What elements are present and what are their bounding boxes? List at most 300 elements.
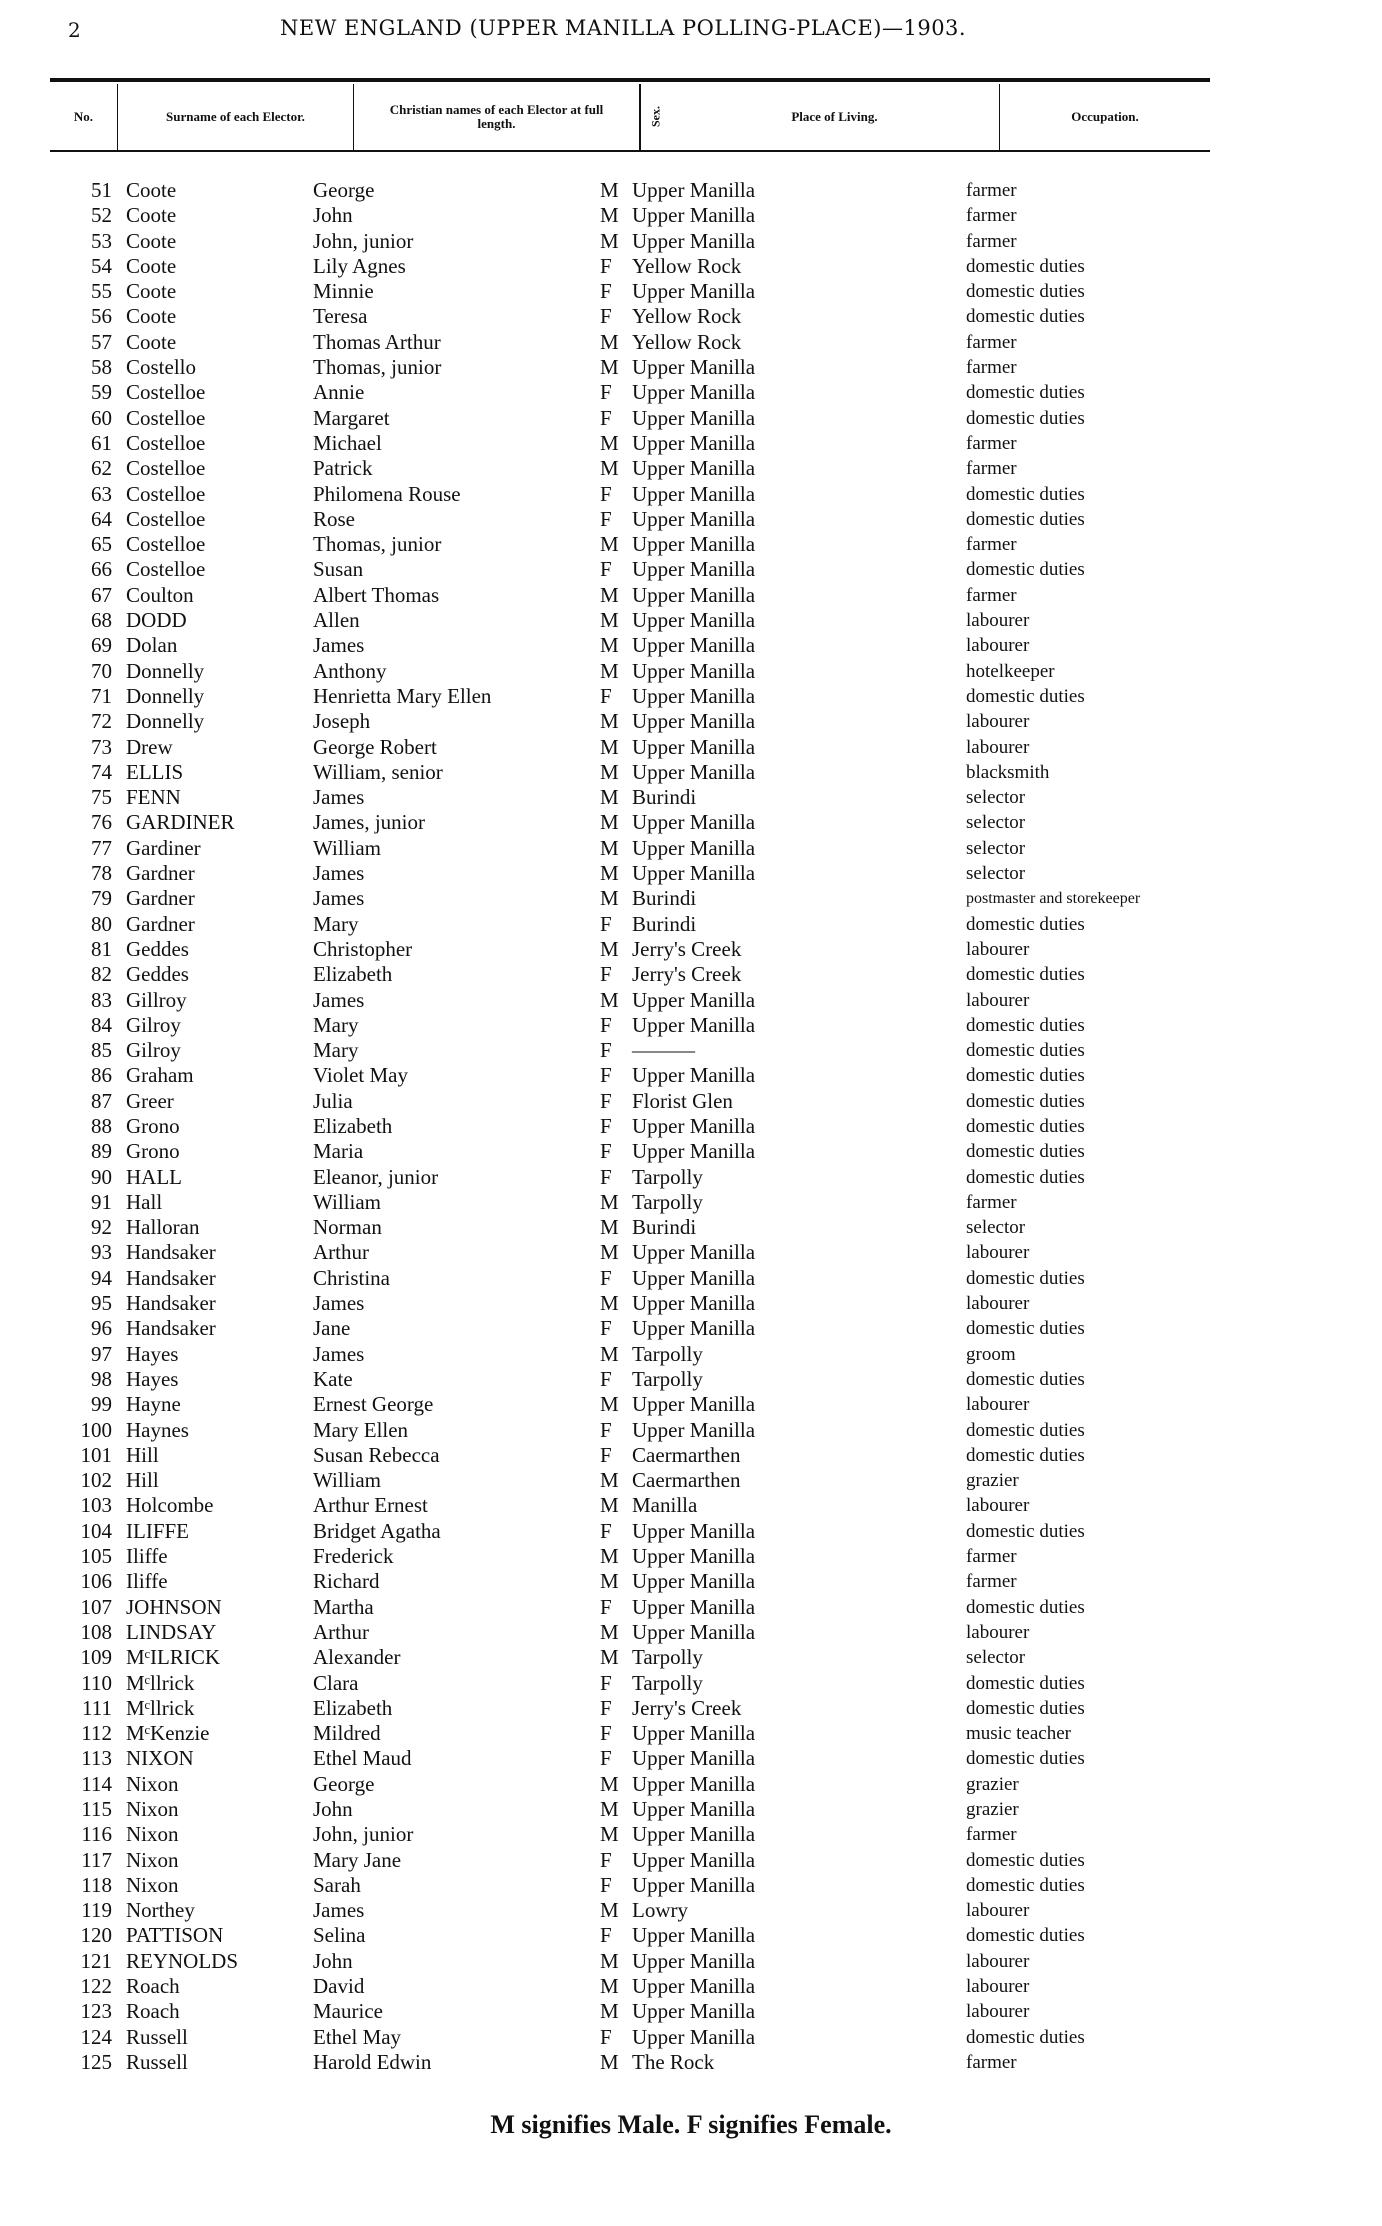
elector-sex: M <box>600 582 619 607</box>
elector-occupation: farmer <box>966 584 1017 606</box>
elector-number: 104 <box>80 1518 112 1543</box>
table-row <box>0 1721 1382 1746</box>
elector-place: Upper Manilla <box>632 1923 756 1948</box>
elector-occupation: domestic duties <box>966 1090 1085 1112</box>
elector-surname: Nixon <box>126 1771 179 1796</box>
elector-christian-names: Mary Jane <box>313 1847 402 1872</box>
elector-sex: F <box>600 1139 612 1164</box>
elector-surname: Coote <box>126 203 177 228</box>
elector-occupation: domestic duties <box>966 1596 1085 1618</box>
elector-christian-names: Arthur <box>313 1619 369 1644</box>
elector-christian-names: Sarah <box>313 1872 361 1897</box>
elector-sex: M <box>600 1291 619 1316</box>
elector-christian-names: Allen <box>313 608 360 633</box>
elector-place: Jerry's Creek <box>632 962 742 987</box>
elector-place: Upper Manilla <box>632 582 756 607</box>
elector-christian-names: Anthony <box>313 658 387 683</box>
elector-place: Upper Manilla <box>632 1240 756 1265</box>
elector-christian-names: William, senior <box>313 759 443 784</box>
elector-place: Upper Manilla <box>632 734 756 759</box>
elector-number: 122 <box>80 1974 112 1999</box>
elector-occupation: selector <box>966 863 1026 885</box>
elector-occupation: domestic duties <box>966 1141 1085 1163</box>
elector-surname: Handsaker <box>126 1291 216 1316</box>
elector-sex: M <box>600 810 619 835</box>
elector-sex: F <box>600 557 612 582</box>
elector-occupation: labourer <box>966 1950 1030 1972</box>
table-row <box>0 1089 1382 1114</box>
table-row <box>0 684 1382 709</box>
elector-christian-names: Richard <box>313 1569 380 1594</box>
table-row <box>0 735 1382 760</box>
elector-christian-names: Maurice <box>313 1999 383 2024</box>
elector-occupation: grazier <box>966 1470 1019 1492</box>
table-row <box>0 1114 1382 1139</box>
table-row <box>0 254 1382 279</box>
elector-sex: F <box>600 405 612 430</box>
elector-christian-names: John <box>313 1797 353 1821</box>
table-row <box>0 406 1382 431</box>
elector-surname: Geddes <box>126 936 189 961</box>
elector-sex: F <box>600 911 612 936</box>
elector-place: Upper Manilla <box>632 608 756 633</box>
table-row <box>0 1215 1382 1240</box>
elector-place: Upper Manilla <box>632 456 756 481</box>
elector-sex: M <box>600 785 619 810</box>
elector-christian-names: James <box>313 886 365 911</box>
elector-number: 112 <box>81 1721 112 1746</box>
elector-number: 91 <box>91 1189 112 1214</box>
elector-place: Upper Manilla <box>632 1265 756 1290</box>
elector-occupation: grazier <box>966 1773 1019 1795</box>
elector-sex: M <box>600 734 619 759</box>
elector-number: 102 <box>80 1468 112 1493</box>
elector-place: Upper Manilla <box>632 1291 756 1316</box>
elector-occupation: farmer <box>966 230 1017 252</box>
elector-number: 66 <box>91 557 112 582</box>
elector-number: 59 <box>91 380 112 405</box>
elector-number: 80 <box>91 911 112 936</box>
elector-surname: Graham <box>126 1063 194 1088</box>
elector-surname: Roach <box>126 1974 180 1999</box>
elector-christian-names: Patrick <box>313 456 373 481</box>
elector-sex: F <box>600 1012 612 1037</box>
elector-christian-names: Alexander <box>313 1645 401 1670</box>
elector-sex: F <box>600 1721 612 1746</box>
table-row <box>0 1696 1382 1721</box>
elector-place: Upper Manilla <box>632 633 756 658</box>
elector-place: ——— <box>632 1038 695 1063</box>
elector-sex: M <box>600 1392 619 1417</box>
column-header-occupation: Occupation. <box>1071 109 1139 124</box>
elector-place: Upper Manilla <box>632 178 756 202</box>
elector-surname: ILIFFE <box>126 1518 189 1543</box>
elector-place: Upper Manilla <box>632 1518 756 1543</box>
elector-number: 111 <box>82 1695 112 1720</box>
elector-surname: Donnelly <box>126 683 205 708</box>
elector-occupation: domestic duties <box>966 382 1085 404</box>
elector-occupation: selector <box>966 837 1026 859</box>
elector-christian-names: Violet May <box>313 1063 408 1088</box>
elector-sex: F <box>600 962 612 987</box>
elector-christian-names: Arthur Ernest <box>313 1493 428 1518</box>
elector-christian-names: John <box>313 1948 353 1973</box>
elector-sex: F <box>600 1442 612 1467</box>
elector-christian-names: Arthur <box>313 1240 369 1265</box>
elector-surname: Drew <box>126 734 173 759</box>
elector-number: 118 <box>81 1872 112 1897</box>
elector-occupation: domestic duties <box>966 1520 1085 1542</box>
elector-sex: F <box>600 506 612 531</box>
table-row <box>0 1873 1382 1898</box>
elector-surname: Gilroy <box>126 1012 181 1037</box>
table-row <box>0 355 1382 380</box>
elector-occupation: labourer <box>966 610 1030 632</box>
elector-place: Upper Manilla <box>632 709 756 734</box>
elector-place: Upper Manilla <box>632 405 756 430</box>
elector-surname: Gillroy <box>126 987 187 1012</box>
elector-surname: Gardner <box>126 886 195 911</box>
elector-surname: Mᶜllrick <box>126 1695 195 1720</box>
elector-place: Upper Manilla <box>632 355 756 380</box>
elector-surname: Grono <box>126 1139 180 1164</box>
elector-sex: M <box>600 203 619 228</box>
elector-number: 84 <box>91 1012 112 1037</box>
elector-sex: M <box>600 1948 619 1973</box>
elector-surname: GARDINER <box>126 810 235 835</box>
elector-christian-names: Annie <box>313 380 365 405</box>
elector-surname: Nixon <box>126 1847 179 1872</box>
elector-number: 64 <box>91 506 112 531</box>
elector-place: Upper Manilla <box>632 1948 756 1973</box>
elector-sex: M <box>600 608 619 633</box>
elector-occupation: labourer <box>966 2001 1030 2023</box>
elector-sex: M <box>600 1544 619 1569</box>
table-row <box>0 1342 1382 1367</box>
elector-place: Yellow Rock <box>632 329 742 354</box>
elector-christian-names: Clara <box>313 1670 359 1695</box>
elector-sex: M <box>600 1974 619 1999</box>
column-header-place: Place of Living. <box>670 84 1000 150</box>
elector-christian-names: Susan Rebecca <box>313 1442 440 1467</box>
elector-sex: F <box>600 1518 612 1543</box>
elector-place: Upper Manilla <box>632 203 756 228</box>
elector-place: Tarpolly <box>632 1189 703 1214</box>
elector-sex: F <box>600 1695 612 1720</box>
elector-surname: Nixon <box>126 1872 179 1897</box>
elector-number: 89 <box>91 1139 112 1164</box>
elector-place: Tarpolly <box>632 1670 703 1695</box>
elector-number: 51 <box>91 178 112 202</box>
page-title: NEW ENGLAND (UPPER MANILLA POLLING-PLACE)—1903. <box>280 16 967 40</box>
elector-occupation: selector <box>966 1647 1026 1669</box>
elector-number: 98 <box>91 1366 112 1391</box>
elector-occupation: blacksmith <box>966 761 1050 783</box>
elector-occupation: postmaster and storekeeper <box>966 890 1141 908</box>
elector-surname: Coote <box>126 279 177 304</box>
table-row <box>0 431 1382 456</box>
elector-christian-names: Teresa <box>313 304 368 329</box>
elector-occupation: domestic duties <box>966 1267 1085 1289</box>
elector-occupation: domestic duties <box>966 483 1085 505</box>
table-row <box>0 1240 1382 1265</box>
elector-christian-names: James <box>313 1291 365 1316</box>
elector-sex: M <box>600 1569 619 1594</box>
elector-christian-names: Jane <box>313 1316 351 1341</box>
elector-surname: Haynes <box>126 1417 189 1442</box>
elector-sex: F <box>600 1366 612 1391</box>
table-row <box>0 886 1382 911</box>
sex-legend: M signifies Male. F signifies Female. <box>490 2110 892 2139</box>
table-row <box>0 1443 1382 1468</box>
elector-christian-names: James <box>313 1898 365 1923</box>
elector-christian-names: James, junior <box>313 810 425 835</box>
elector-number: 107 <box>80 1594 112 1619</box>
elector-christian-names: Maria <box>313 1139 364 1164</box>
elector-surname: Costelloe <box>126 557 206 582</box>
table-row <box>0 1063 1382 1088</box>
elector-place: Florist Glen <box>632 1088 733 1113</box>
elector-place: Upper Manilla <box>632 1417 756 1442</box>
table-row <box>0 1367 1382 1392</box>
elector-sex: M <box>600 759 619 784</box>
elector-surname: Nixon <box>126 1822 179 1847</box>
table-row <box>0 532 1382 557</box>
elector-occupation: domestic duties <box>966 685 1085 707</box>
elector-occupation: hotelkeeper <box>966 660 1055 682</box>
elector-christian-names: Mary <box>313 1038 359 1063</box>
elector-place: Upper Manilla <box>632 987 756 1012</box>
elector-place: Upper Manilla <box>632 1619 756 1644</box>
elector-occupation: domestic duties <box>966 1166 1085 1188</box>
elector-surname: Handsaker <box>126 1316 216 1341</box>
elector-sex: M <box>600 456 619 481</box>
table-row <box>0 507 1382 532</box>
elector-christian-names: John, junior <box>313 1822 414 1847</box>
elector-place: Upper Manilla <box>632 1797 756 1821</box>
elector-number: 103 <box>80 1493 112 1518</box>
elector-number: 93 <box>91 1240 112 1265</box>
elector-sex: F <box>600 279 612 304</box>
elector-number: 61 <box>91 430 112 455</box>
elector-christian-names: Bridget Agatha <box>313 1518 441 1543</box>
elector-sex: M <box>600 658 619 683</box>
elector-sex: M <box>600 430 619 455</box>
elector-surname: MᶜILRICK <box>126 1645 221 1670</box>
elector-surname: Geddes <box>126 962 189 987</box>
elector-surname: DODD <box>126 608 187 633</box>
elector-number: 75 <box>91 785 112 810</box>
elector-christian-names: Michael <box>313 430 382 455</box>
elector-surname: Dolan <box>126 633 178 658</box>
table-row <box>0 178 1382 203</box>
elector-occupation: domestic duties <box>966 913 1085 935</box>
elector-place: Upper Manilla <box>632 1721 756 1746</box>
elector-christian-names: Ethel Maud <box>313 1746 412 1771</box>
elector-surname: Hayne <box>126 1392 181 1417</box>
elector-christian-names: William <box>313 1468 381 1493</box>
elector-number: 85 <box>91 1038 112 1063</box>
elector-surname: Gardner <box>126 911 195 936</box>
elector-christian-names: Julia <box>313 1088 353 1113</box>
elector-sex: M <box>600 178 619 202</box>
elector-occupation: domestic duties <box>966 1115 1085 1137</box>
elector-sex: M <box>600 1619 619 1644</box>
elector-occupation: music teacher <box>966 1723 1071 1745</box>
elector-sex: F <box>600 1038 612 1063</box>
elector-surname: Hayes <box>126 1366 179 1391</box>
elector-occupation: domestic duties <box>966 1065 1085 1087</box>
elector-occupation: labourer <box>966 1900 1030 1922</box>
elector-christian-names: Ethel May <box>313 2024 402 2049</box>
elector-christian-names: William <box>313 835 381 860</box>
table-row <box>0 1974 1382 1999</box>
elector-sex: M <box>600 1797 619 1821</box>
table-row <box>0 760 1382 785</box>
table-row <box>0 330 1382 355</box>
elector-surname: Hayes <box>126 1341 179 1366</box>
elector-christian-names: Susan <box>313 557 364 582</box>
elector-number: 74 <box>91 759 112 784</box>
table-header <box>50 84 1210 152</box>
elector-sex: F <box>600 1164 612 1189</box>
table-row <box>0 1822 1382 1847</box>
table-row <box>0 1620 1382 1645</box>
elector-number: 77 <box>91 835 112 860</box>
column-header-no: No. <box>50 84 118 150</box>
elector-number: 53 <box>91 228 112 253</box>
elector-occupation: farmer <box>966 1571 1017 1593</box>
table-row <box>0 557 1382 582</box>
table-row <box>0 1949 1382 1974</box>
elector-sex: M <box>600 633 619 658</box>
table-row <box>0 659 1382 684</box>
elector-sex: M <box>600 936 619 961</box>
elector-sex: M <box>600 329 619 354</box>
elector-occupation: labourer <box>966 1495 1030 1517</box>
elector-sex: F <box>600 304 612 329</box>
elector-christian-names: Thomas, junior <box>313 532 442 557</box>
elector-place: Burindi <box>632 1215 697 1240</box>
elector-occupation: labourer <box>966 938 1030 960</box>
elector-surname: Costelloe <box>126 405 206 430</box>
table-row <box>0 861 1382 886</box>
elector-number: 94 <box>91 1265 112 1290</box>
elector-sex: F <box>600 2024 612 2049</box>
elector-number: 125 <box>80 2049 112 2074</box>
elector-number: 78 <box>91 861 112 886</box>
elector-sex: M <box>600 355 619 380</box>
table-row <box>0 1291 1382 1316</box>
elector-occupation: labourer <box>966 1242 1030 1264</box>
elector-surname: Costelloe <box>126 506 206 531</box>
table-row <box>0 380 1382 405</box>
elector-occupation: labourer <box>966 989 1030 1011</box>
page-number: 2 <box>68 18 81 42</box>
elector-place: Upper Manilla <box>632 1974 756 1999</box>
elector-surname: HALL <box>126 1164 182 1189</box>
elector-christian-names: Norman <box>313 1215 382 1240</box>
elector-place: Upper Manilla <box>632 557 756 582</box>
elector-place: Burindi <box>632 911 697 936</box>
elector-occupation: domestic duties <box>966 559 1085 581</box>
elector-place: Tarpolly <box>632 1341 703 1366</box>
elector-number: 114 <box>81 1771 112 1796</box>
elector-surname: Nixon <box>126 1797 179 1821</box>
table-row <box>0 1848 1382 1873</box>
elector-sex: F <box>600 1113 612 1138</box>
elector-christian-names: Ernest George <box>313 1392 434 1417</box>
elector-sex: M <box>600 886 619 911</box>
table-row <box>0 279 1382 304</box>
elector-number: 101 <box>80 1442 112 1467</box>
elector-number: 109 <box>80 1645 112 1670</box>
elector-surname: Handsaker <box>126 1265 216 1290</box>
elector-occupation: domestic duties <box>966 1748 1085 1770</box>
elector-number: 123 <box>80 1999 112 2024</box>
elector-number: 76 <box>91 810 112 835</box>
elector-number: 120 <box>80 1923 112 1948</box>
elector-surname: Costelloe <box>126 481 206 506</box>
table-row <box>0 2025 1382 2050</box>
elector-occupation: farmer <box>966 458 1017 480</box>
elector-surname: Donnelly <box>126 709 205 734</box>
elector-sex: F <box>600 380 612 405</box>
elector-number: 106 <box>80 1569 112 1594</box>
elector-occupation: domestic duties <box>966 1849 1085 1871</box>
elector-number: 99 <box>91 1392 112 1417</box>
elector-sex: M <box>600 1468 619 1493</box>
elector-occupation: domestic duties <box>966 1925 1085 1947</box>
elector-number: 117 <box>81 1847 112 1872</box>
elector-place: Upper Manilla <box>632 1113 756 1138</box>
elector-christian-names: Mary <box>313 911 359 936</box>
elector-number: 87 <box>91 1088 112 1113</box>
elector-number: 65 <box>91 532 112 557</box>
elector-occupation: farmer <box>966 534 1017 556</box>
table-row <box>0 1038 1382 1063</box>
elector-sex: F <box>600 1594 612 1619</box>
elector-place: Upper Manilla <box>632 759 756 784</box>
elector-occupation: farmer <box>966 2051 1017 2073</box>
table-row <box>0 1772 1382 1797</box>
elector-place: Upper Manilla <box>632 835 756 860</box>
elector-sex: F <box>600 481 612 506</box>
elector-place: Upper Manilla <box>632 380 756 405</box>
elector-occupation: farmer <box>966 331 1017 353</box>
elector-surname: Russell <box>126 2024 188 2049</box>
elector-christian-names: James <box>313 633 365 658</box>
elector-list <box>0 178 1382 2075</box>
elector-place: Upper Manilla <box>632 481 756 506</box>
elector-number: 83 <box>91 987 112 1012</box>
elector-sex: M <box>600 709 619 734</box>
elector-occupation: domestic duties <box>966 508 1085 530</box>
elector-surname: Coote <box>126 228 177 253</box>
elector-sex: M <box>600 1240 619 1265</box>
elector-sex: M <box>600 1898 619 1923</box>
table-row <box>0 456 1382 481</box>
elector-surname: Russell <box>126 2049 188 2074</box>
elector-place: Upper Manilla <box>632 1139 756 1164</box>
elector-occupation: farmer <box>966 1546 1017 1568</box>
elector-place: Upper Manilla <box>632 1569 756 1594</box>
elector-christian-names: Selina <box>313 1923 366 1948</box>
table-row <box>0 810 1382 835</box>
table-row <box>0 1266 1382 1291</box>
elector-occupation: labourer <box>966 736 1030 758</box>
elector-surname: JOHNSON <box>126 1594 222 1619</box>
